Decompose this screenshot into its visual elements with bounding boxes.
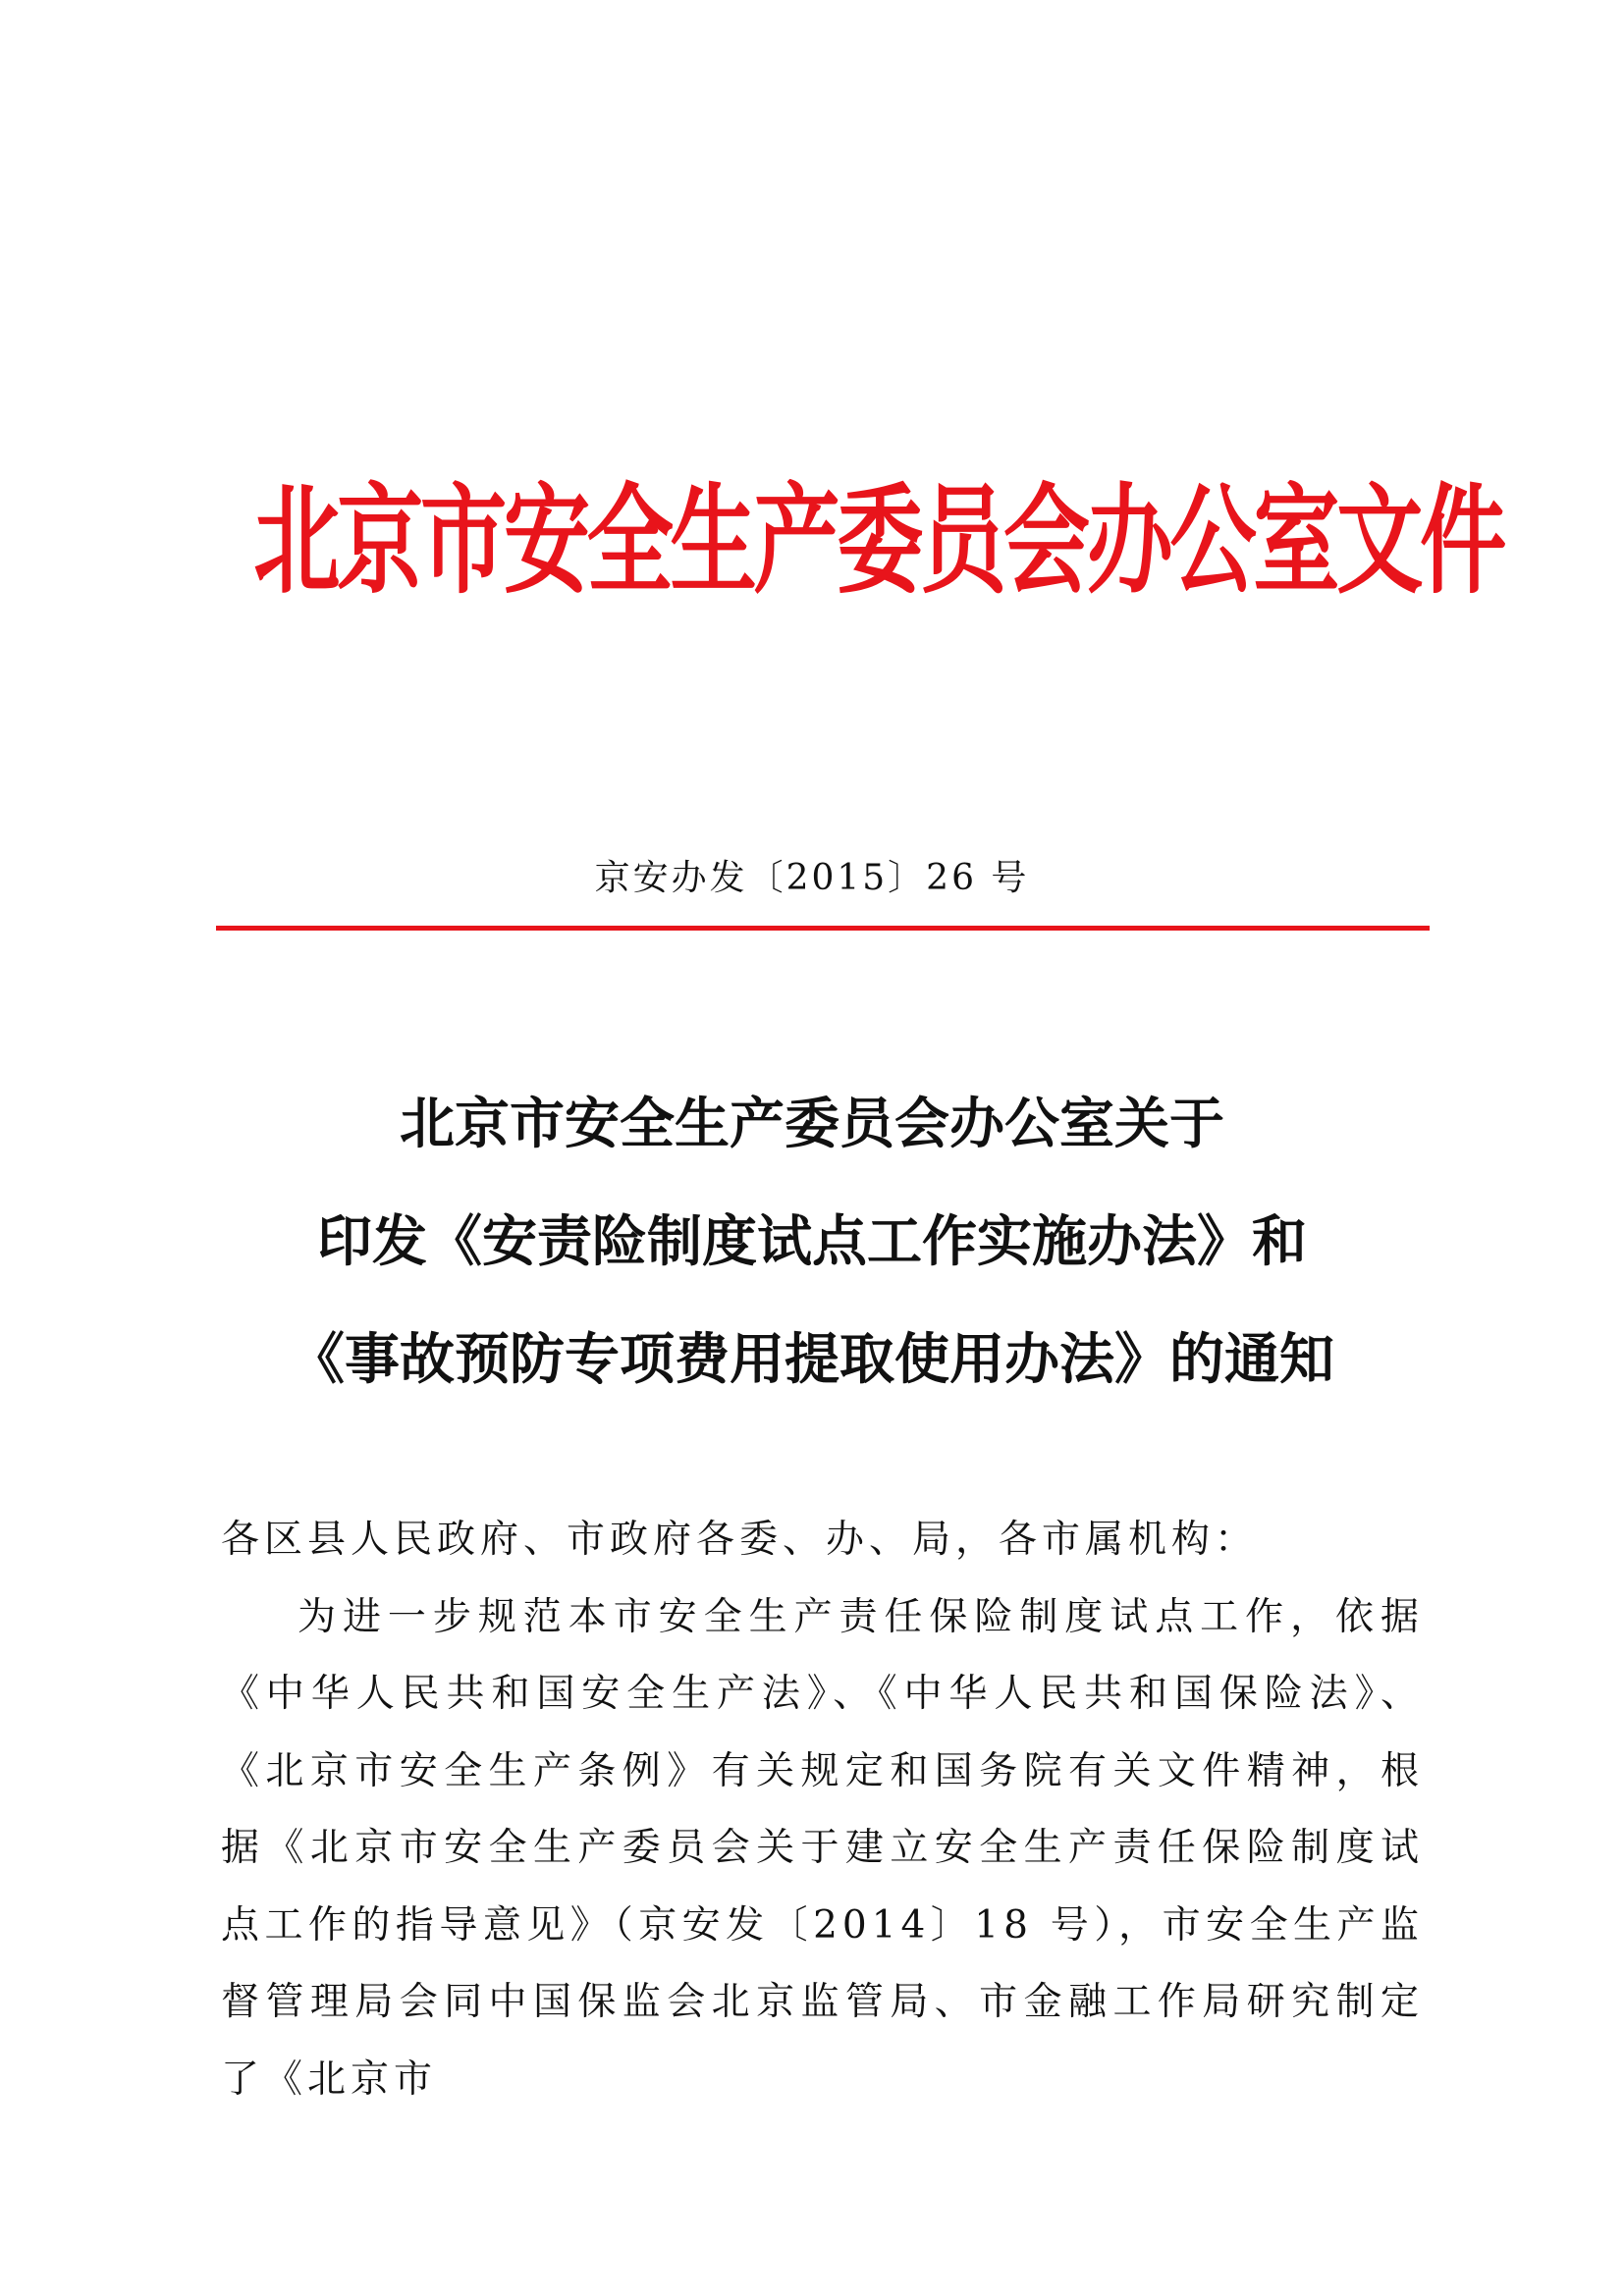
body-text — [221, 1502, 1424, 2118]
red-separator-line — [216, 926, 1430, 931]
addressee-line: 各区县人民政府、市政府各委、办、局，各市属机构： — [221, 1518, 1259, 1562]
title-line-3: 《事故预防专项费用提取使用办法》的通知 — [290, 1327, 1334, 1392]
notice-title — [196, 1065, 1428, 1418]
document-number: 京安办发〔2015〕26 号 — [594, 858, 1030, 898]
title-line-1: 北京市安全生产委员会办公室关于 — [400, 1092, 1224, 1156]
body-paragraph: 为进一步规范本市安全生产责任保险制度试点工作，依据《中华人民共和国安全生产法》、《中华人民共和国保险法》、《北京市安全生产条例》有关规定和国务院有关文件精神，根据《北京市安全生产委员会关于建立安全生产责任保险制度试点工作的指导意见》（京安发〔2014〕18 号），市安全生产监督管理局会同中国保监会北京监管局、市金融工作局研究制定了《北京市 — [221, 1594, 1424, 2102]
masthead-title: 北京市安全生产委员会办公室文件 — [253, 469, 1503, 611]
title-line-2: 印发《安责险制度试点工作实施办法》和 — [317, 1209, 1307, 1274]
